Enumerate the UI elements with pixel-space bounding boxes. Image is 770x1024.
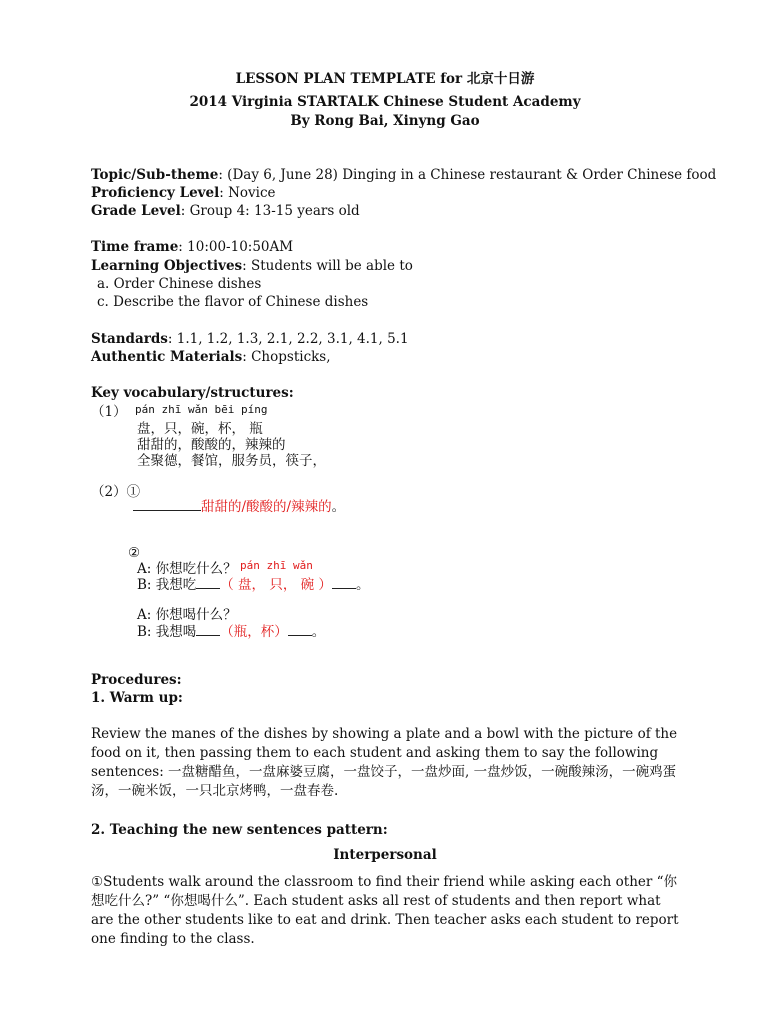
time-line [91,238,293,256]
flavor-options: 甜甜的/酸酸的/辣辣的 [201,499,332,515]
standards-value: : 1.1, 1.2, 1.3, 2.1, 2.2, 3.1, 4.1, 5.1 [167,331,409,347]
procedures-heading: Procedures: [91,672,182,688]
answer-eat [137,576,369,594]
answer-drink-suffix: 。 [311,624,326,640]
materials-value: : Chopsticks, [242,349,331,365]
objectives-line [91,257,413,275]
vocab-heading: Key vocabulary/structures: [91,385,294,401]
question-eat-pinyin: pán zhī wǎn [240,559,313,572]
time-value: : 10:00-10:50AM [178,239,294,255]
topic-line [91,166,716,184]
fill-blank [288,634,312,636]
interpersonal-heading: Interpersonal [333,847,437,863]
proficiency-label: Proficiency Level [91,185,220,201]
flavor-period: 。 [331,499,346,515]
question-drink: A: 你想喝什么？ [137,607,237,623]
fill-blank [196,587,220,589]
grade-line [91,202,360,220]
materials-label: Authentic Materials [91,349,243,365]
circle-two: ② [128,545,141,561]
proficiency-value: : Novice [219,185,276,201]
standards-label: Standards [91,331,168,347]
fill-blank [133,509,201,511]
objective-a: a. Order Chinese dishes [97,276,262,292]
standards-line [91,330,409,348]
answer-eat-options: （ 盘， 只， 碗 ） [220,577,332,593]
grade-value: : Group 4: 13-15 years old [180,203,360,219]
topic-label: Topic/Sub-theme [91,167,219,183]
answer-eat-suffix: 。 [355,577,370,593]
time-label: Time frame [91,239,179,255]
title-line-2: 2014 Virginia STARTALK Chinese Student Academy [189,94,581,110]
objective-c: c. Describe the flavor of Chinese dishes [97,294,369,310]
question-eat: A: 你想吃什么？ [137,561,237,577]
vocab-item1-flavors: 甜甜的，酸酸的，辣辣的 [137,437,286,453]
grade-label: Grade Level [91,203,181,219]
answer-drink-options: （瓶，杯） [220,624,288,640]
proficiency-line [91,184,276,202]
title-line-3: By Rong Bai, Xinyng Gao [290,113,480,129]
vocab-item1-pinyin: pán zhī wǎn bēi píng [135,403,268,416]
materials-line [91,348,331,366]
vocab-item1-measure-words: 盘，只，碗，杯， 瓶 [137,421,263,437]
vocab-item1-number: （1） [91,404,127,420]
objectives-value: : Students will be able to [242,258,413,274]
teaching-text: ①Students walk around the classroom to find their friend while asking each other “你想吃什么?” “你想喝什么”. Each student asks all rest of students and then report what are the other students like to eat and drink. Then teacher asks each student to report one finding to the class. [91,874,679,947]
title-line-1: LESSON PLAN TEMPLATE for 北京十日游 [235,71,535,87]
warmup-heading: 1. Warm up: [91,690,183,706]
answer-drink-prefix: B: 我想喝 [137,624,197,640]
teaching-heading: 2. Teaching the new sentences pattern: [91,822,388,838]
fill-blank [332,587,356,589]
topic-value: : (Day 6, June 28) Dinging in a Chinese restaurant & Order Chinese food [218,167,717,183]
answer-eat-prefix: B: 我想吃 [137,577,197,593]
vocab-item1-places: 全聚德，餐馆，服务员，筷子， [137,453,326,469]
warmup-text: Review the manes of the dishes by showing a plate and a bowl with the picture of the food on it, then passing them to each student and asking them to say the following sentences: 一盘糖醋鱼，一盘麻婆豆腐，一盘饺子，一盘炒面, 一盘炒饭，一碗酸辣汤，一碗鸡蛋汤，一碗米饭，一只北京烤鸭，一盘春卷. [91,726,678,799]
answer-drink [137,623,325,641]
vocab-item2-line [133,498,345,516]
vocab-item2-number: （2）① [91,484,141,500]
fill-blank [196,634,220,636]
objectives-label: Learning Objectives [91,258,243,274]
